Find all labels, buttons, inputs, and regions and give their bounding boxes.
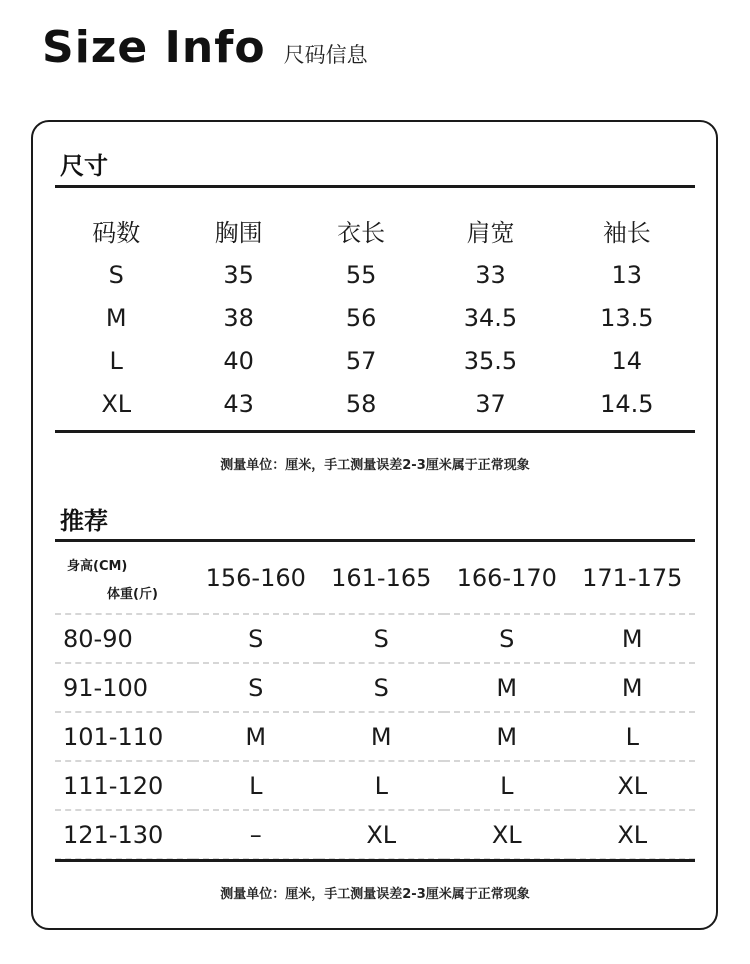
size-cell: XL [444,810,570,859]
weight-range-label: 101-110 [55,712,193,761]
height-range-header: 166-170 [444,543,570,614]
size-cell: M [444,712,570,761]
table-row [55,296,695,339]
size-measurement-note: 测量单位：厘米，手工测量误差2-3厘米属于正常现象 [220,458,530,473]
size-cell: XL [570,761,696,810]
size-bottom-rule [55,430,695,433]
table-row [55,339,695,382]
table-row [55,253,695,296]
table-cell: 14.5 [600,389,654,418]
size-top-rule [55,185,695,188]
column-header: 肩宽 [466,218,515,247]
column-header: 衣长 [337,218,386,247]
table-row [55,810,695,859]
height-range-header: 161-165 [319,543,445,614]
table-row [55,712,695,761]
size-cell: M [193,712,319,761]
recommend-section-title: 推荐 [60,507,108,535]
table-cell: 13.5 [600,303,654,332]
size-cell: S [193,663,319,712]
size-cell: S [444,614,570,663]
table-cell: 35.5 [463,346,518,375]
table-cell: 58 [345,389,377,418]
table-cell: 40 [223,346,254,375]
recommend-table [55,543,695,860]
table-row [55,614,695,663]
size-section-title: 尺寸 [60,152,108,180]
size-cell: – [193,810,319,859]
weight-range-label: 91-100 [55,663,193,712]
recommend-header-row [55,543,695,614]
weight-axis-label: 体重(斤) [107,587,158,602]
height-axis-label: 身高(CM) [67,559,128,574]
size-cell: S [193,614,319,663]
table-cell: 55 [345,260,377,289]
weight-range-label: 80-90 [55,614,193,663]
recommend-measurement-note: 测量单位：厘米，手工测量误差2-3厘米属于正常现象 [220,887,530,902]
size-cell: XL [319,810,445,859]
size-cell: XL [570,810,696,859]
table-cell: S [108,260,124,289]
table-cell: 38 [223,303,254,332]
table-row [55,663,695,712]
size-cell: M [319,712,445,761]
size-cell: M [570,663,696,712]
column-header: 码数 [92,218,141,247]
table-cell: 14 [611,346,643,375]
recommend-bottom-rule [55,859,695,862]
recommend-top-rule [55,539,695,542]
table-row [55,761,695,810]
table-cell: 37 [475,389,506,418]
table-cell: 33 [475,260,506,289]
size-cell: S [319,663,445,712]
table-cell: 56 [345,303,377,332]
table-row [55,382,695,425]
size-cell: M [570,614,696,663]
size-table-header [55,207,695,253]
table-cell: 13 [611,260,643,289]
size-cell: S [319,614,445,663]
size-table [55,207,695,425]
table-cell: XL [101,389,132,418]
table-cell: 43 [223,389,254,418]
size-cell: L [319,761,445,810]
weight-range-label: 121-130 [55,810,193,859]
height-range-header: 171-175 [570,543,696,614]
table-cell: L [109,346,123,375]
table-cell: M [105,303,127,332]
column-header: 袖长 [602,218,651,247]
table-cell: 57 [345,346,377,375]
table-cell: 34.5 [463,303,518,332]
page-header [42,22,368,73]
size-cell: L [444,761,570,810]
size-cell: L [193,761,319,810]
weight-range-label: 111-120 [55,761,193,810]
table-cell: 35 [223,260,254,289]
size-cell: L [570,712,696,761]
corner-cell [55,543,193,614]
size-cell: M [444,663,570,712]
column-header: 胸围 [214,218,263,247]
page-subtitle: 尺码信息 [283,43,368,67]
page-title: Size Info [42,22,266,73]
height-range-header: 156-160 [193,543,319,614]
